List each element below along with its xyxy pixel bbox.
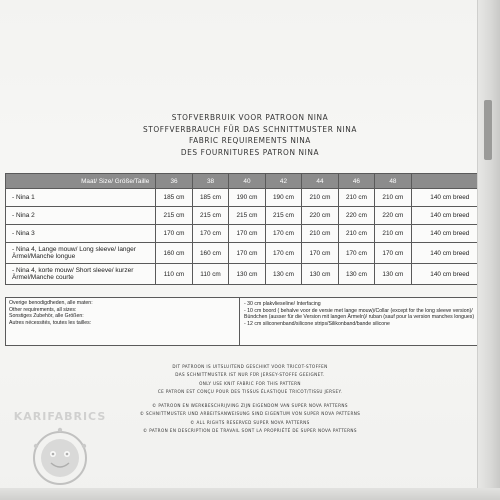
other-requirements-labels bbox=[9, 300, 234, 326]
value-cell: 215 cm bbox=[265, 207, 301, 225]
value-cell: 130 cm bbox=[302, 264, 338, 285]
value-cell: 190 cm bbox=[265, 189, 301, 207]
value-cell: 170 cm bbox=[192, 225, 228, 243]
copyright-line: © SCHNITTMUSTER UND ARBEITSANWEISUNG SIND EIGENTUM VON SUPER NOVA PATTERNS bbox=[139, 412, 361, 418]
value-cell: 190 cm bbox=[229, 189, 265, 207]
notes-item: - 10 cm boord ( behalve voor de versie met lange mouw)/Collar (except for the long sleeve version)/ Bündchen (ausser für die Version mit langen Ärmeln)/ ruban (sauf pour la version manches longues) bbox=[244, 307, 475, 321]
model-cell: - Nina 4, korte mouw/ Short sleeve/ kurzer Ärmel/Manche courte bbox=[6, 264, 156, 285]
value-cell: 170 cm bbox=[229, 243, 265, 264]
requirement-cell: 140 cm breed bbox=[411, 225, 488, 243]
size-header: Maat/ Size/ Größe/Taille bbox=[6, 174, 156, 189]
value-cell: 130 cm bbox=[375, 264, 411, 285]
copyright-line: © ALL RIGHTS RESERVED SUPER NOVA PATTERNS bbox=[190, 420, 310, 426]
requirement-cell: 140 cm breed bbox=[411, 189, 488, 207]
requirement-cell: 140 cm breed bbox=[411, 243, 488, 264]
value-cell: 210 cm bbox=[302, 225, 338, 243]
table-row bbox=[6, 189, 489, 207]
title-nl: STOFVERBRUIK VOOR PATROON NINA bbox=[171, 112, 329, 122]
value-cell: 170 cm bbox=[302, 243, 338, 264]
value-cell: 215 cm bbox=[192, 207, 228, 225]
model-cell: - Nina 3 bbox=[6, 225, 156, 243]
value-cell: 185 cm bbox=[156, 189, 192, 207]
value-cell: 185 cm bbox=[192, 189, 228, 207]
karifabrics-watermark-logo bbox=[6, 402, 118, 498]
page-bottom-edge bbox=[0, 488, 500, 500]
value-cell: 110 cm bbox=[192, 264, 228, 285]
other-requirements-list bbox=[244, 301, 484, 327]
value-cell: 210 cm bbox=[375, 225, 411, 243]
value-cell: 130 cm bbox=[338, 264, 374, 285]
value-cell: 170 cm bbox=[156, 225, 192, 243]
value-cell: 220 cm bbox=[375, 207, 411, 225]
value-cell: 170 cm bbox=[229, 225, 265, 243]
table-row bbox=[6, 225, 489, 243]
title-fr: DES FOURNITURES PATRON NINA bbox=[180, 146, 320, 157]
table-header-row bbox=[6, 174, 489, 189]
model-cell: - Nina 2 bbox=[6, 207, 156, 225]
other-requirements-box bbox=[5, 297, 489, 346]
fabric-table-wrapper bbox=[5, 173, 488, 285]
value-cell: 220 cm bbox=[302, 207, 338, 225]
value-cell: 170 cm bbox=[375, 243, 411, 264]
title-de: STOFFVERBRAUCH FÜR DAS SCHNITTMUSTER NINA bbox=[143, 123, 357, 134]
requirement-cell: 140 cm breed bbox=[411, 207, 488, 225]
notes-item: - 12 cm siliconenband/silicone strips/Silikonband/bande silicone bbox=[244, 320, 390, 327]
model-cell: - Nina 4, Lange mouw/ Long sleeve/ langer Ärmel/Manche longue bbox=[6, 243, 156, 264]
fabric-note: DIT PATROON IS UITSLUITEND GESCHIKT VOOR TRICOT-STOFFEN bbox=[172, 365, 328, 370]
value-cell: 170 cm bbox=[265, 243, 301, 264]
fabric-note: ONLY USE KNIT FABRIC FOR THIS PATTERN bbox=[199, 381, 301, 387]
notes-divider bbox=[239, 298, 240, 345]
size-col: 44 bbox=[302, 174, 338, 189]
copyright-line: © PATRON EN DESCRIPTION DE TRAVAIL SONT LA PROPRIÉTÉ DE SUPER NOVA PATTERNS bbox=[143, 429, 357, 435]
value-cell: 210 cm bbox=[338, 189, 374, 207]
notes-label: Autres nécessités, toutes les tailles: bbox=[9, 319, 92, 326]
table-row bbox=[6, 264, 489, 285]
value-cell: 160 cm bbox=[156, 243, 192, 264]
page-right-edge bbox=[477, 0, 500, 500]
size-col: 46 bbox=[338, 174, 374, 189]
fabric-note: DAS SCHNITTMUSTER IST NUR FÜR JERSEY-STOFFE GEEIGNET. bbox=[175, 373, 325, 379]
notes-label: Sonstiges Zubehör, alle Größen: bbox=[9, 313, 84, 320]
value-cell: 210 cm bbox=[338, 225, 374, 243]
value-cell: 215 cm bbox=[156, 207, 192, 225]
value-cell: 210 cm bbox=[375, 189, 411, 207]
value-cell: 170 cm bbox=[338, 243, 374, 264]
title-en: FABRIC REQUIREMENTS NINA bbox=[189, 135, 311, 145]
value-cell: 130 cm bbox=[229, 264, 265, 285]
size-col: 40 bbox=[229, 174, 265, 189]
size-col: 42 bbox=[265, 174, 301, 189]
notes-label: Overige benodigdheden, alle maten: bbox=[9, 300, 93, 306]
fabric-note: CE PATRON EST CONÇU POUR DES TISSUS ÉLASTIQUE TRICOT/TISSU JERSEY. bbox=[157, 389, 343, 395]
notes-label: Other requirements, all sizes: bbox=[9, 306, 77, 313]
value-cell: 210 cm bbox=[302, 189, 338, 207]
requirement-cell: 140 cm breed bbox=[411, 264, 488, 285]
copyright-line: © PATROON EN WERKBESCHRIJVING ZIJN EIGENDOM VAN SUPER NOVA PATTERNS bbox=[152, 404, 348, 410]
value-cell: 215 cm bbox=[229, 207, 265, 225]
model-cell: - Nina 1 bbox=[6, 189, 156, 207]
value-cell: 130 cm bbox=[265, 264, 301, 285]
notes-item: - 30 cm plakvlieseline/ Interfacing bbox=[244, 301, 321, 307]
size-col: 48 bbox=[375, 174, 411, 189]
size-col: 38 bbox=[192, 174, 228, 189]
value-cell: 170 cm bbox=[265, 225, 301, 243]
table-row bbox=[6, 207, 489, 225]
size-col: 36 bbox=[156, 174, 192, 189]
fabric-requirements-table bbox=[5, 173, 489, 285]
watermark-brand-text: KARIFABRICS bbox=[13, 410, 107, 423]
title-block bbox=[0, 112, 500, 158]
table-row bbox=[6, 243, 489, 264]
value-cell: 160 cm bbox=[192, 243, 228, 264]
value-cell: 220 cm bbox=[338, 207, 374, 225]
value-cell: 110 cm bbox=[156, 264, 192, 285]
